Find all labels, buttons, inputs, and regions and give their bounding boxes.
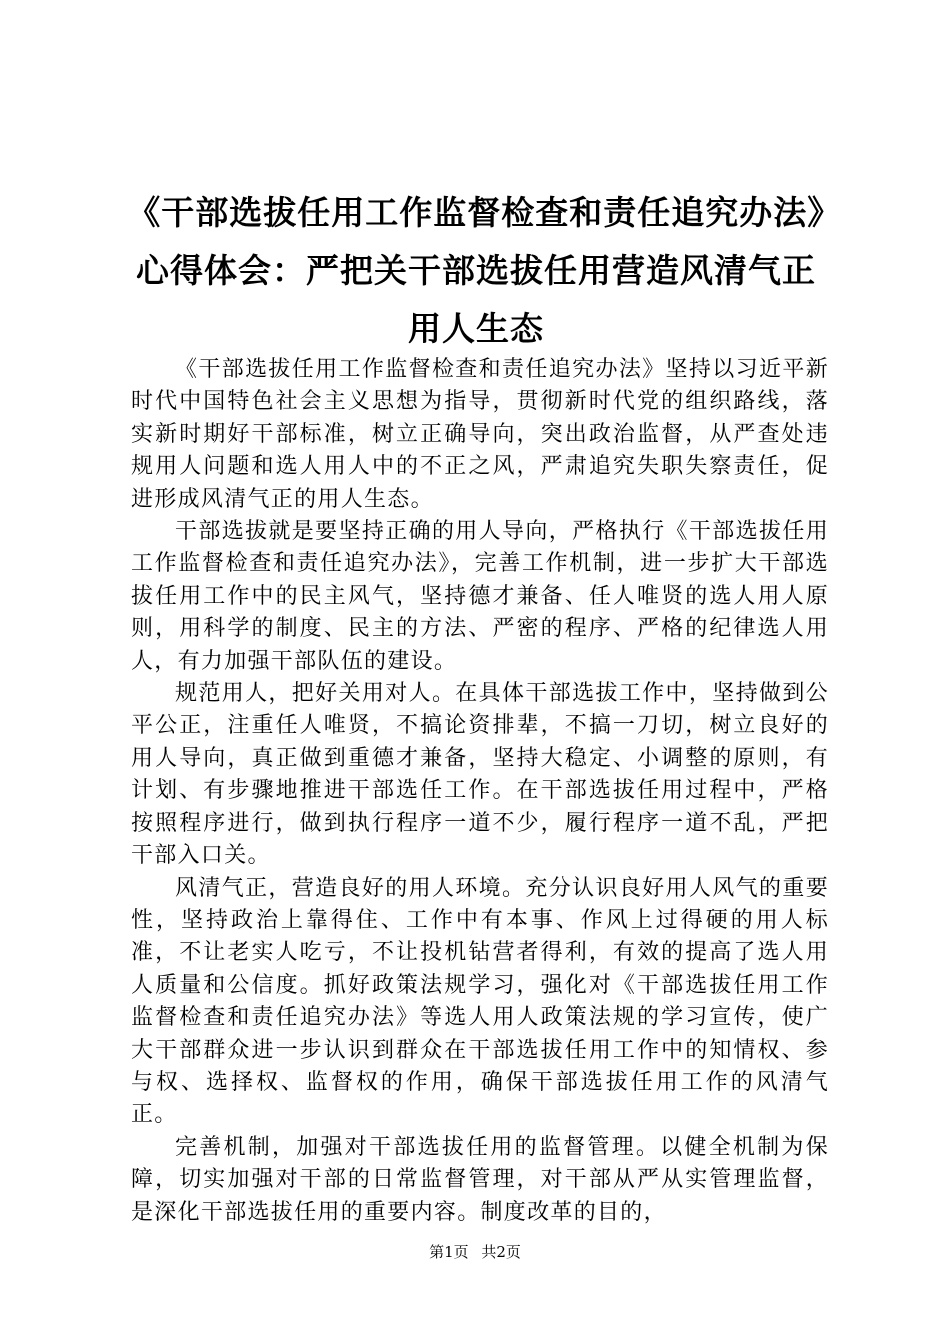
- paragraph-2: 干部选拔就是要坚持正确的用人导向，严格执行《干部选拔任用工作监督检查和责任追究办法》，完善工作机制，进一步扩大干部选拔任用工作中的民主风气，坚持德才兼备、任人唯贤的选人用人原则，用科学的制度、民主的方法、严密的程序、严格的纪律选人用人，有力加强干部队伍的建设。: [131, 519, 829, 674]
- paragraph-1: 《干部选拔任用工作监督检查和责任追究办法》坚持以习近平新时代中国特色社会主义思想为指导，贯彻新时代党的组织路线，落实新时期好干部标准，树立正确导向，突出政治监督，从严查处违规用人问题和选人用人中的不正之风，严肃追究失职失察责任，促进形成风清气正的用人生态。: [131, 357, 829, 512]
- paragraph-4: 风清气正，营造良好的用人环境。充分认识良好用人风气的重要性，坚持政治上靠得住、工作中有本事、作风上过得硬的用人标准，不让老实人吃亏，不让投机钻营者得利，有效的提高了选人用人质量和公信度。抓好政策法规学习，强化对《干部选拔任用工作监督检查和责任追究办法》等选人用人政策法规的学习宣传，使广大干部群众进一步认识到群众在干部选拔任用工作中的知情权、参与权、选择权、监督权的作用，确保干部选拔任用工作的风清气正。: [131, 875, 829, 1128]
- page-footer: [0, 1242, 950, 1262]
- page-number: 第1页: [429, 1243, 469, 1261]
- paragraph-3: 规范用人，把好关用对人。在具体干部选拔工作中，坚持做到公平公正，注重任人唯贤，不搞论资排辈，不搞一刀切，树立良好的用人导向，真正做到重德才兼备，坚持大稳定、小调整的原则，有计划、有步骤地推进干部选任工作。在干部选拔任用过程中，严格按照程序进行，做到执行程序一道不少，履行程序一道不乱，严把干部入口关。: [131, 681, 829, 869]
- paragraph-5: 完善机制，加强对干部选拔任用的监督管理。以健全机制为保障，切实加强对干部的日常监督管理，对干部从严从实管理监督，是深化干部选拔任用的重要内容。制度改革的目的，: [131, 1134, 829, 1225]
- document-body: [131, 354, 829, 1229]
- page-total: 共2页: [481, 1243, 521, 1261]
- document-title: 《干部选拔任用工作监督检查和责任追究办法》心得体会：严把关干部选拔任用营造风清气正用人生态: [127, 193, 825, 348]
